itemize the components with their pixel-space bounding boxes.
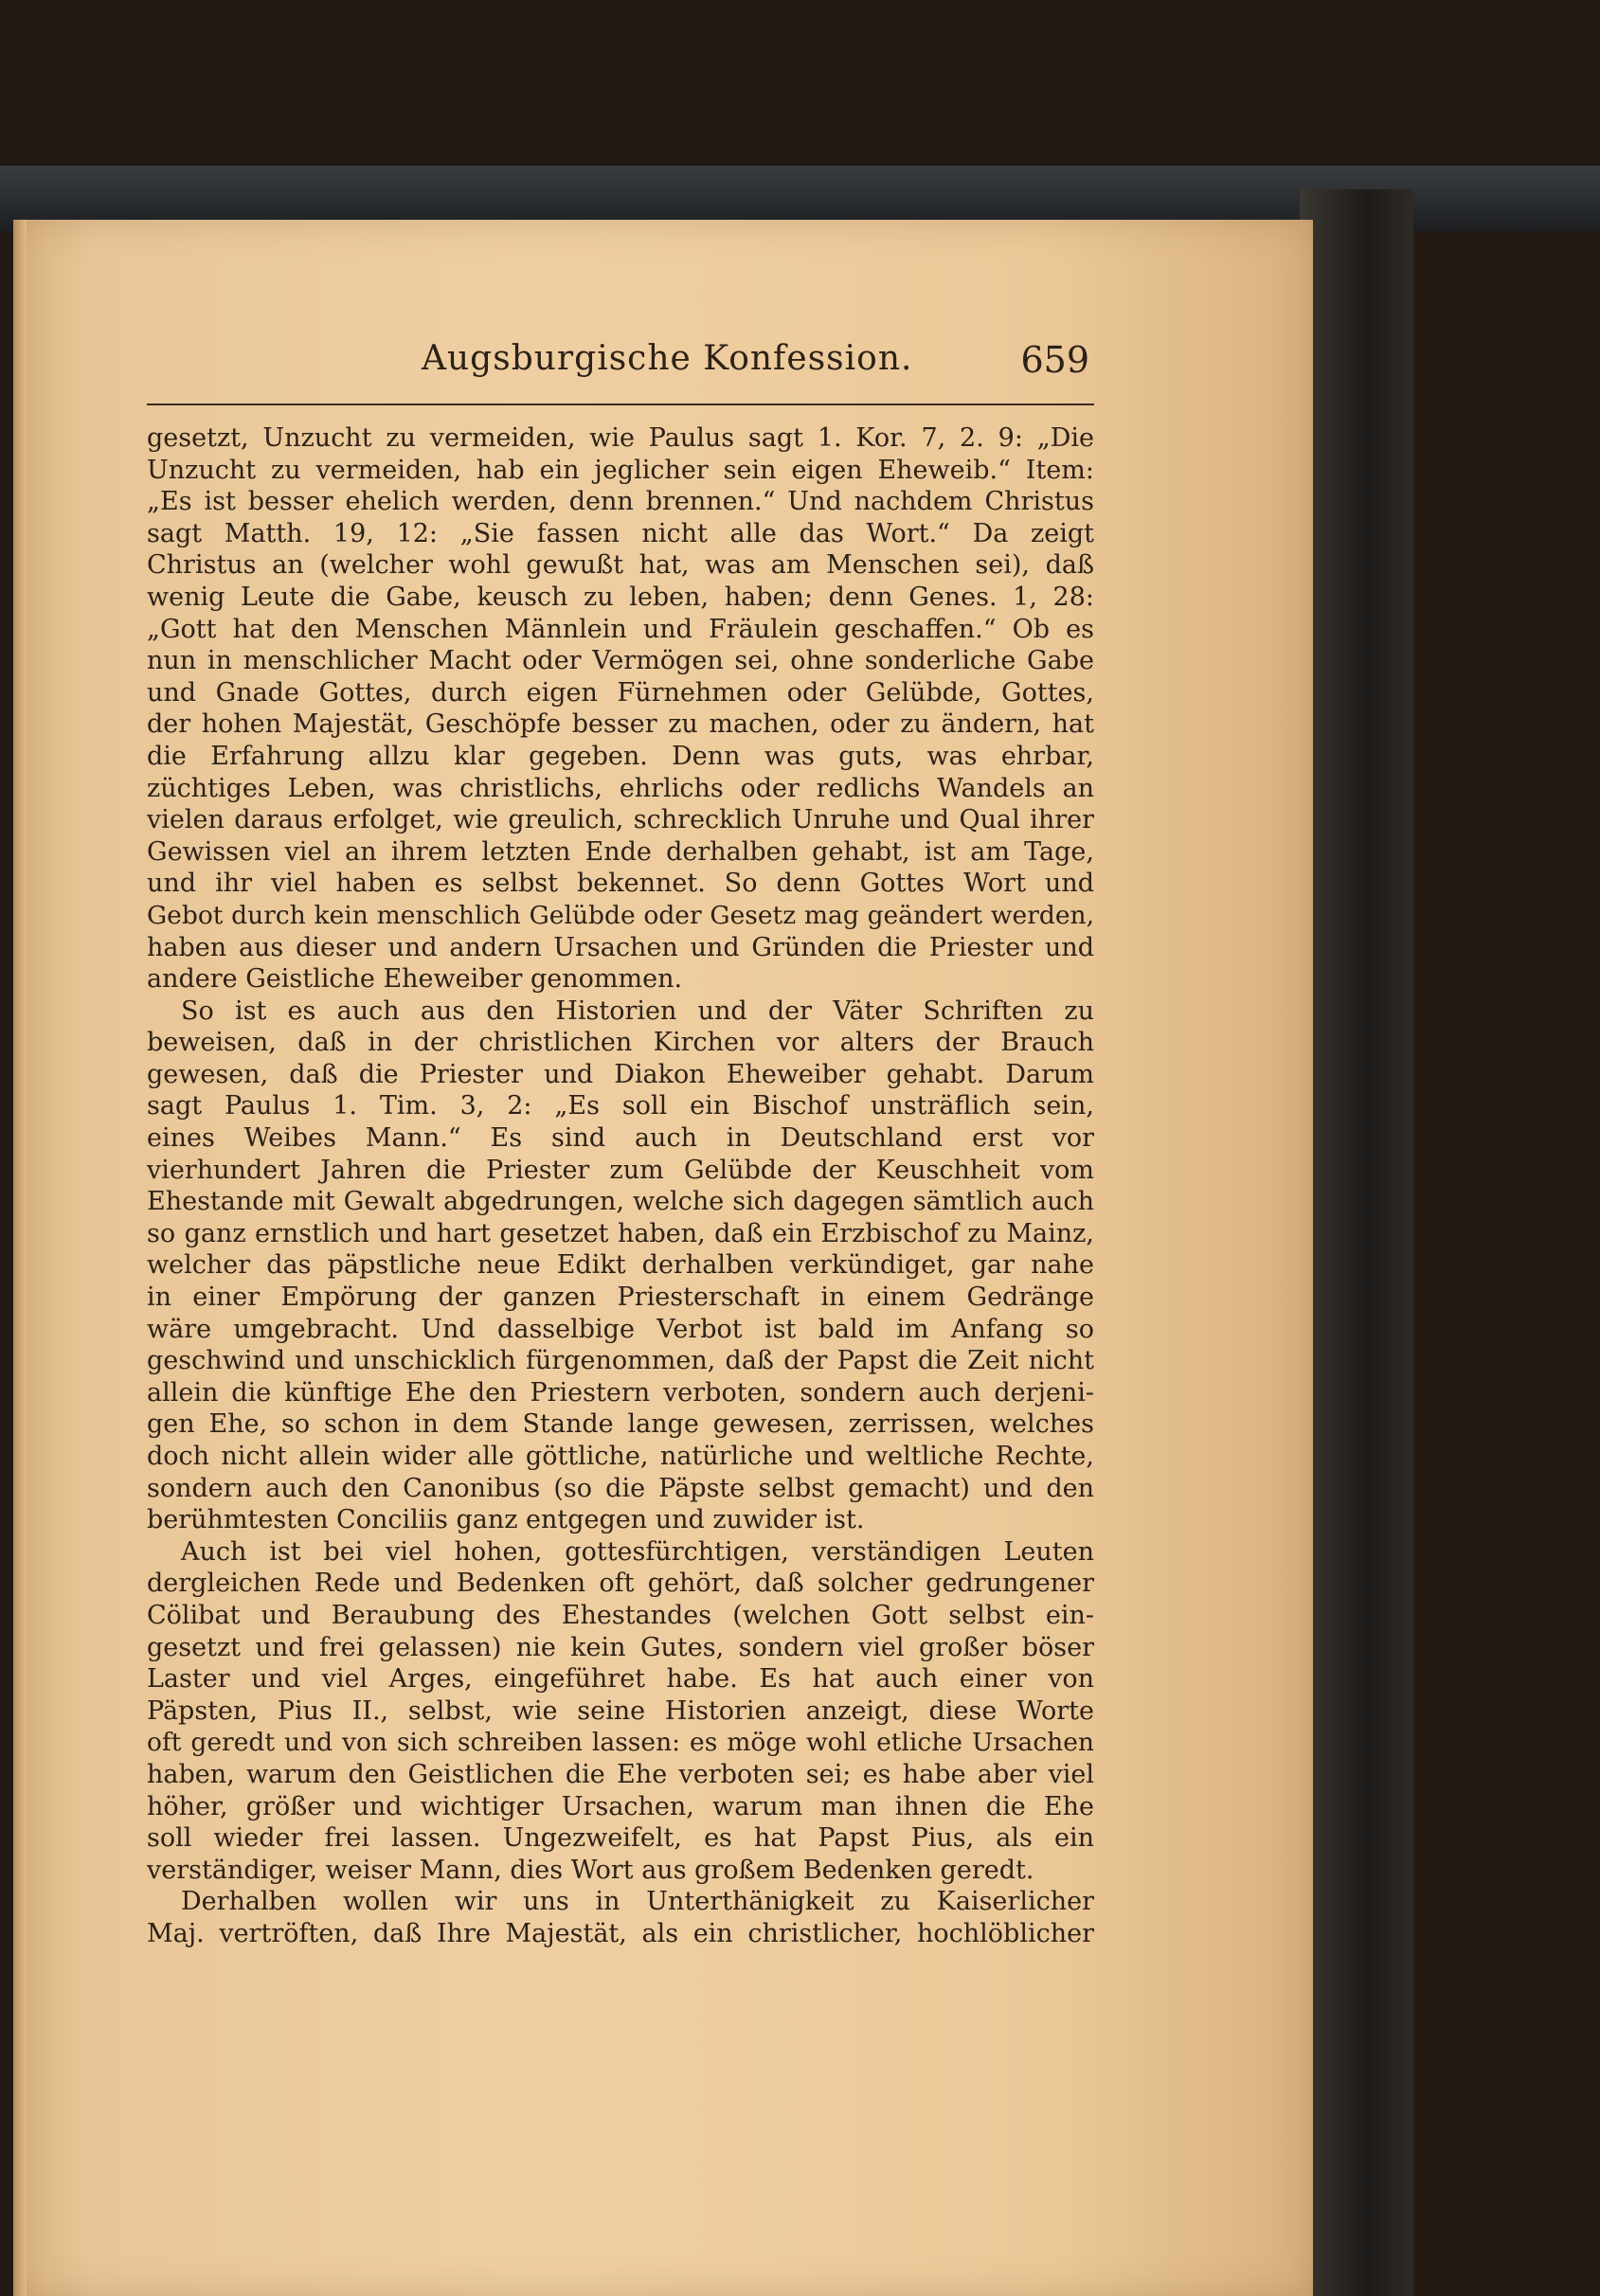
text-line: dergleichen Rede und Bedenken oft gehört, daß solcher gedrungener — [147, 1569, 1094, 1599]
header-rule — [147, 404, 1094, 405]
text-line: vierhundert Jahren die Priester zum Gelübde der Keuschheit vom — [147, 1155, 1094, 1185]
page-gutter-edge — [13, 220, 27, 2296]
text-line: soll wieder frei lassen. Ungezweifelt, es hat Papst Pius, als ein — [147, 1823, 1094, 1854]
text-line: haben aus dieser und andern Ursachen und Gründen die Priester und — [147, 932, 1094, 962]
text-line: Maj. vertröften, daß Ihre Majestät, als ein christlicher, hochlöblicher — [147, 1918, 1094, 1948]
text-line: gewesen, daß die Priester und Diakon Eheweiber gehabt. Darum — [147, 1059, 1094, 1089]
body-text — [147, 422, 1094, 1950]
text-line: wäre umgebracht. Und dasselbige Verbot ist bald im Anfang so — [147, 1314, 1094, 1344]
text-line: züchtiges Leben, was christlichs, ehrlichs oder redlichs Wandels an — [147, 773, 1094, 803]
text-line: die Erfahrung allzu klar gegeben. Denn was guts, was ehrbar, — [147, 741, 1094, 771]
text-line: gesetzt, Unzucht zu vermeiden, wie Paulus sagt 1. Kor. 7, 2. 9: „Die — [147, 423, 1094, 453]
page-number: 659 — [1020, 339, 1089, 381]
text-line: so ganz ernstlich und hart gesetzet haben, daß ein Erzbischof zu Mainz, — [147, 1218, 1094, 1248]
text-line: andere Geistliche Eheweiber genommen. — [147, 964, 683, 995]
text-line: beweisen, daß in der christlichen Kirchen vor alters der Brauch — [147, 1028, 1094, 1058]
text-line: verständiger, weiser Mann, dies Wort aus großem Bedenken geredt. — [147, 1855, 1034, 1885]
text-line: Gewissen viel an ihrem letzten Ende derhalben gehabt, ist am Tage, — [147, 836, 1094, 867]
text-line: allein die künftige Ehe den Priestern verboten, sondern auch derjeni- — [147, 1377, 1094, 1408]
text-line: berühmtesten Conciliis ganz entgegen und zuwider ist. — [147, 1505, 865, 1535]
text-line: Gebot durch kein menschlich Gelübde oder Gesetz mag geändert werden, — [147, 900, 1094, 930]
text-line: Unzucht zu vermeiden, hab ein jeglicher sein eigen Eheweib.“ Item: — [147, 455, 1094, 485]
text-line: sagt Matth. 19, 12: „Sie fassen nicht alle das Wort.“ Da zeigt — [147, 518, 1094, 548]
text-line: eines Weibes Mann.“ Es sind auch in Deutschland erst vor — [147, 1123, 1094, 1154]
text-line: Christus an (welcher wohl gewußt hat, was am Menschen sei), daß — [147, 550, 1094, 581]
text-line: Laster und viel Arges, eingeführet habe. Es hat auch einer von — [147, 1664, 1094, 1695]
running-title: Augsburgische Konfession. — [422, 339, 913, 378]
text-line: Auch ist bei viel hohen, gottesfürchtigen, verständigen Leuten — [181, 1536, 1094, 1567]
text-line: Derhalben wollen wir uns in Unterthänigkeit zu Kaiserlicher — [181, 1887, 1094, 1917]
text-line: haben, warum den Geistlichen die Ehe verboten sei; es habe aber viel — [147, 1759, 1094, 1789]
text-line: „Gott hat den Menschen Männlein und Fräulein geschaffen.“ Ob es — [147, 614, 1094, 644]
text-line: gen Ehe, so schon in dem Stande lange gewesen, zerrissen, welches — [147, 1409, 1094, 1440]
text-line: geschwind und unschicklich fürgenommen, daß der Papst die Zeit nicht — [147, 1346, 1094, 1376]
text-line: oft geredt und von sich schreiben lassen: es möge wohl etliche Ursachen — [147, 1728, 1094, 1758]
text-line: Ehestande mit Gewalt abgedrungen, welche sich dagegen sämtlich auch — [147, 1187, 1094, 1217]
text-line: wenig Leute die Gabe, keusch zu leben, haben; denn Genes. 1, 28: — [147, 582, 1094, 612]
text-line: sagt Paulus 1. Tim. 3, 2: „Es soll ein Bischof unsträflich sein, — [147, 1091, 1094, 1121]
book-cover-edge — [1300, 189, 1413, 2296]
text-line: Cölibat und Beraubung des Ehestandes (welchen Gott selbst ein- — [147, 1600, 1094, 1630]
text-line: nun in menschlicher Macht oder Vermögen sei, ohne sonderliche Gabe — [147, 646, 1094, 676]
text-line: doch nicht allein wider alle göttliche, natürliche und weltliche Rechte, — [147, 1442, 1094, 1471]
text-line: sondern auch den Canonibus (so die Päpste selbst gemacht) und den — [147, 1473, 1094, 1503]
text-line: „Es ist besser ehelich werden, denn brennen.“ Und nachdem Christus — [147, 487, 1094, 517]
text-line: vielen daraus erfolget, wie greulich, schrecklich Unruhe und Qual ihrer — [147, 805, 1094, 835]
text-line: welcher das päpstliche neue Edikt derhalben verkündiget, gar nahe — [147, 1250, 1094, 1281]
text-line: So ist es auch aus den Historien und der Väter Schriften zu — [181, 996, 1094, 1026]
text-line: Päpsten, Pius II., selbst, wie seine Historien anzeigt, diese Worte — [147, 1695, 1094, 1726]
text-line: und ihr viel haben es selbst bekennet. So denn Gottes Wort und — [147, 869, 1094, 899]
text-line: gesetzt und frei gelassen) nie kein Gutes, sondern viel großer böser — [147, 1632, 1094, 1662]
text-line: in einer Empörung der ganzen Priesterschaft in einem Gedränge — [147, 1283, 1094, 1313]
text-line: und Gnade Gottes, durch eigen Fürnehmen oder Gelübde, Gottes, — [147, 677, 1094, 708]
page-header — [147, 339, 1094, 386]
text-line: der hohen Majestät, Geschöpfe besser zu machen, oder zu ändern, hat — [147, 709, 1094, 740]
text-line: höher, größer und wichtiger Ursachen, warum man ihnen die Ehe — [147, 1791, 1094, 1821]
